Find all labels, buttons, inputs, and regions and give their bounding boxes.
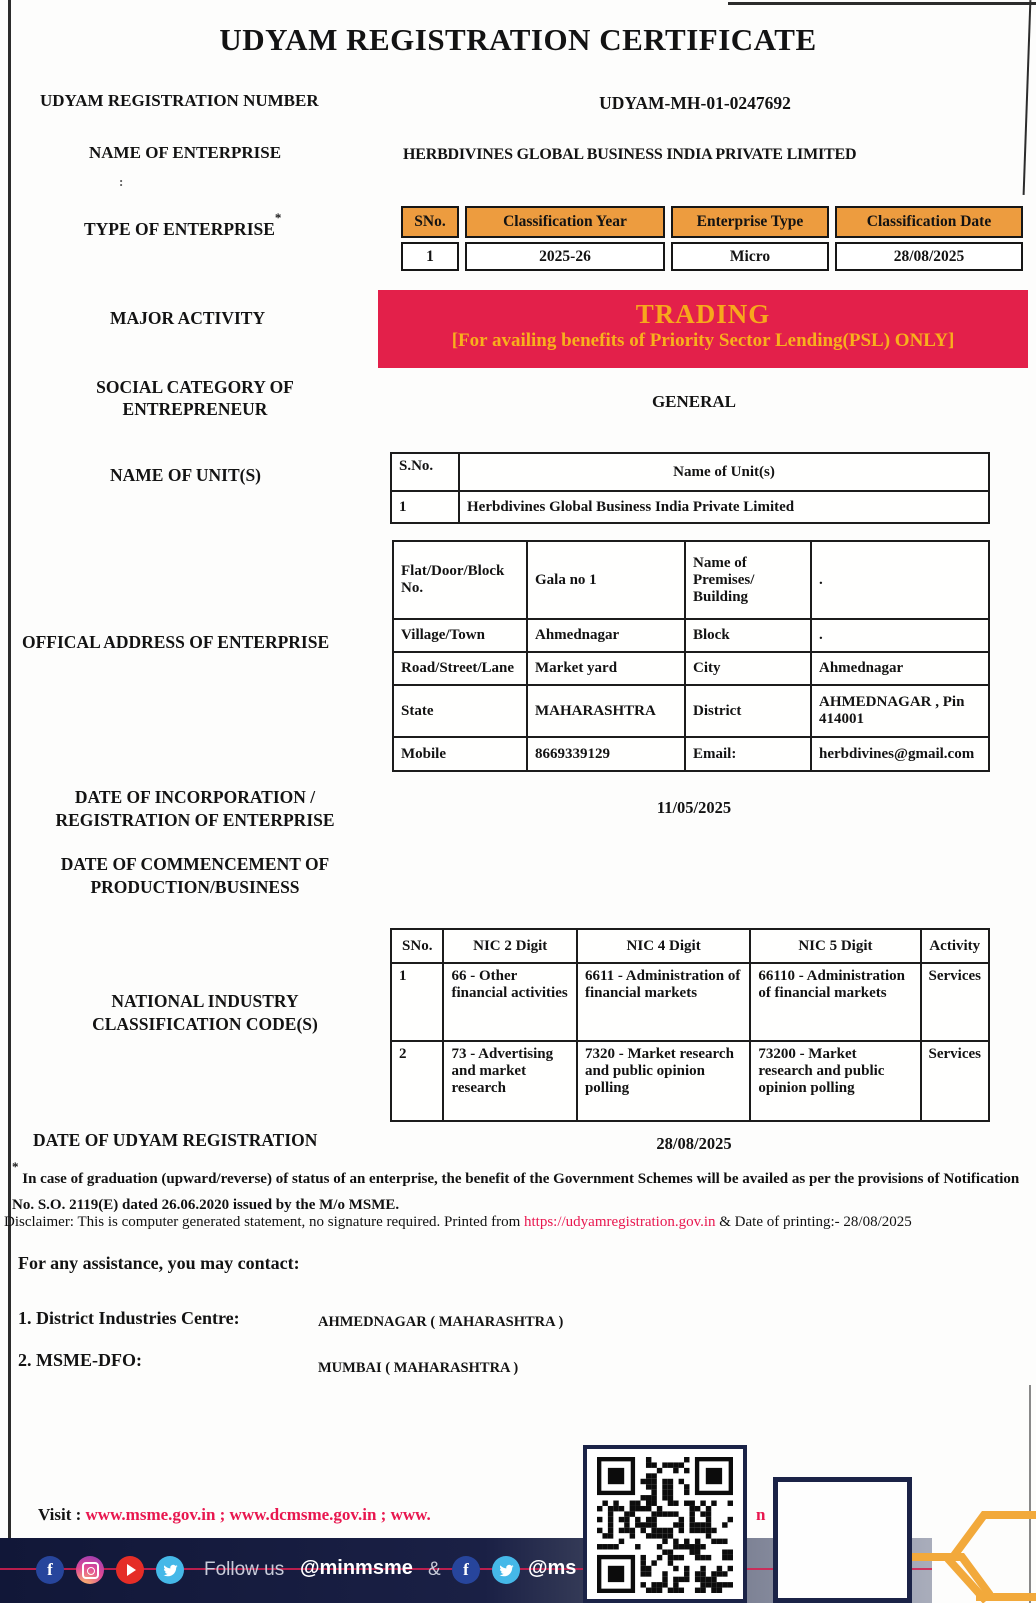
type-table-header: Enterprise Type <box>671 206 829 238</box>
footer-amp: & <box>428 1559 441 1580</box>
nic-table-row <box>391 1041 989 1121</box>
nic-table-header: SNo. <box>391 929 443 963</box>
nic-cell: 73 - Advertising and market research <box>443 1041 576 1121</box>
twitter-icon[interactable] <box>156 1556 184 1584</box>
footnote: * In case of graduation (upward/reverse) of status of an enterprise, the benefit of the Government Schemes will be availed as per the provisions of Notification No. S.O. 2119(E) dated 26.06.2020 issued by the M/o MSME. <box>12 1159 1020 1213</box>
nic-table-header-row <box>391 929 989 963</box>
commencement-date-label: DATE OF COMMENCEMENT OF PRODUCTION/BUSINESS <box>60 854 330 897</box>
address-field-label: State <box>393 685 527 737</box>
disclaimer-link[interactable]: https://udyamregistration.gov.in <box>524 1214 716 1230</box>
address-field-label: Block <box>685 619 811 652</box>
major-activity-label: MAJOR ACTIVITY <box>110 308 266 328</box>
assistance-item1-value: AHMEDNAGAR ( MAHARASHTRA ) <box>318 1314 564 1330</box>
address-field-label: Mobile <box>393 737 527 771</box>
address-field-label: Name of Premises/ Building <box>685 541 811 619</box>
nic-label: NATIONAL INDUSTRY CLASSIFICATION CODE(S) <box>92 991 318 1034</box>
address-row <box>393 541 989 619</box>
units-table-header: S.No. <box>391 453 459 491</box>
enterprise-name-value: HERBDIVINES GLOBAL BUSINESS INDIA PRIVATE LIMITED <box>403 146 857 163</box>
facebook-icon[interactable]: f <box>452 1556 480 1584</box>
disclaimer <box>4 1214 1034 1231</box>
nic-table-header: NIC 5 Digit <box>750 929 920 963</box>
address-field-label: Flat/Door/Block No. <box>393 541 527 619</box>
address-field-label: Village/Town <box>393 619 527 652</box>
twitter-icon[interactable] <box>492 1556 520 1584</box>
address-field-value: AHMEDNAGAR , Pin 414001 <box>811 685 989 737</box>
nic-cell: 1 <box>391 963 443 1041</box>
units-table-row <box>391 491 989 523</box>
type-table <box>395 202 1029 275</box>
nic-cell: 66 - Other financial activities <box>443 963 576 1041</box>
address-field-value: . <box>811 541 989 619</box>
address-row <box>393 685 989 737</box>
type-table-header: Classification Date <box>835 206 1023 238</box>
page-title: UDYAM REGISTRATION CERTIFICATE <box>219 22 817 57</box>
type-asterisk: * <box>274 210 282 225</box>
address-field-value: 8669339129 <box>527 737 685 771</box>
type-table-cell: 2025-26 <box>465 242 665 271</box>
major-activity-banner <box>378 290 1028 368</box>
type-table-cell: 1 <box>401 242 459 271</box>
address-field-value: Ahmednagar <box>527 619 685 652</box>
visit-label: Visit : <box>38 1505 82 1524</box>
address-field-value: Ahmednagar <box>811 652 989 685</box>
nic-table <box>390 928 990 1122</box>
facebook-icon[interactable]: f <box>36 1556 64 1584</box>
address-row <box>393 652 989 685</box>
disclaimer-text: Disclaimer: This is computer generated statement, no signature required. Printed from <box>4 1214 524 1230</box>
major-activity-value: TRADING <box>635 299 771 329</box>
nic-cell: 7320 - Market research and public opinion polling <box>577 1041 750 1121</box>
urn-label: UDYAM REGISTRATION NUMBER <box>40 91 319 110</box>
address-row <box>393 619 989 652</box>
disclaimer-suffix: & Date of printing:- 28/08/2025 <box>715 1214 912 1230</box>
youtube-icon[interactable] <box>116 1556 144 1584</box>
address-field-label: District <box>685 685 811 737</box>
stamp-box <box>773 1477 912 1603</box>
units-table <box>390 452 990 524</box>
nic-cell: Services <box>921 1041 989 1121</box>
units-table-cell: Herbdivines Global Business India Private Limited <box>459 491 989 523</box>
address-table <box>392 540 990 772</box>
nic-table-header: NIC 4 Digit <box>577 929 750 963</box>
nic-cell: 6611 - Administration of financial markets <box>577 963 750 1041</box>
address-field-value: . <box>811 619 989 652</box>
units-label: NAME OF UNIT(S) <box>110 465 262 485</box>
nic-cell: Services <box>921 963 989 1041</box>
assistance-item2-value: MUMBAI ( MAHARASHTRA ) <box>318 1360 519 1376</box>
nic-table-header: NIC 2 Digit <box>443 929 576 963</box>
footer-handle: @minmsme <box>300 1557 413 1579</box>
nic-table-header: Activity <box>921 929 989 963</box>
address-field-value: Market yard <box>527 652 685 685</box>
units-table-cell: 1 <box>391 491 459 523</box>
hexagon-decoration <box>912 1453 1036 1603</box>
units-table-header: Name of Unit(s) <box>459 453 989 491</box>
type-table-row <box>401 242 1023 271</box>
address-field-value: Gala no 1 <box>527 541 685 619</box>
enterprise-type-label: TYPE OF ENTERPRISE* <box>84 210 282 239</box>
nic-cell: 66110 - Administration of financial markets <box>750 963 920 1041</box>
visit-line <box>38 1505 431 1525</box>
udyam-registration-date-label: DATE OF UDYAM REGISTRATION <box>33 1130 318 1150</box>
type-table-cell: 28/08/2025 <box>835 242 1023 271</box>
incorporation-date-value: 11/05/2025 <box>656 798 732 817</box>
type-table-header: SNo. <box>401 206 459 238</box>
page-left-border <box>8 0 11 1603</box>
colon-artifact: : <box>119 174 124 189</box>
address-field-value: herbdivines@gmail.com <box>811 737 989 771</box>
nic-cell: 2 <box>391 1041 443 1121</box>
enterprise-name-label: NAME OF ENTERPRISE <box>89 143 282 162</box>
qr-code <box>583 1445 747 1603</box>
nic-table-row <box>391 963 989 1041</box>
urn-value: UDYAM-MH-01-0247692 <box>599 93 791 113</box>
udyam-registration-date-value: 28/08/2025 <box>656 1134 732 1153</box>
instagram-icon[interactable] <box>76 1556 104 1584</box>
social-category-value: GENERAL <box>651 392 737 411</box>
visit-links[interactable]: www.msme.gov.in ; www.dcmsme.gov.in ; www. <box>85 1505 431 1524</box>
incorporation-date-label: DATE OF INCORPORATION / REGISTRATION OF ENTERPRISE <box>55 787 335 830</box>
address-field-label: Email: <box>685 737 811 771</box>
address-field-label: Road/Street/Lane <box>393 652 527 685</box>
assistance-heading: For any assistance, you may contact: <box>18 1253 300 1273</box>
footer-follow-text: Follow us <box>204 1559 285 1580</box>
type-table-header: Classification Year <box>465 206 665 238</box>
type-table-header-row <box>401 206 1023 238</box>
major-activity-subtitle: [For availing benefits of Priority Sector Lending(PSL) ONLY] <box>451 330 955 351</box>
footer-handle2: @ms <box>528 1557 577 1579</box>
type-table-cell: Micro <box>671 242 829 271</box>
footnote-asterisk: * <box>12 1159 19 1174</box>
address-field-label: City <box>685 652 811 685</box>
visit-link-suffix: n <box>756 1505 766 1524</box>
address-row <box>393 737 989 771</box>
address-field-value: MAHARASHTRA <box>527 685 685 737</box>
nic-cell: 73200 - Market research and public opinion polling <box>750 1041 920 1121</box>
address-label: OFFICAL ADDRESS OF ENTERPRISE <box>22 632 330 652</box>
page-top-border <box>728 2 1036 5</box>
assistance-item2-label: 2. MSME-DFO: <box>18 1350 142 1370</box>
social-category-label: SOCIAL CATEGORY OF ENTREPRENEUR <box>96 377 294 419</box>
units-table-header-row <box>391 453 989 491</box>
assistance-item1-label: 1. District Industries Centre: <box>18 1308 240 1328</box>
